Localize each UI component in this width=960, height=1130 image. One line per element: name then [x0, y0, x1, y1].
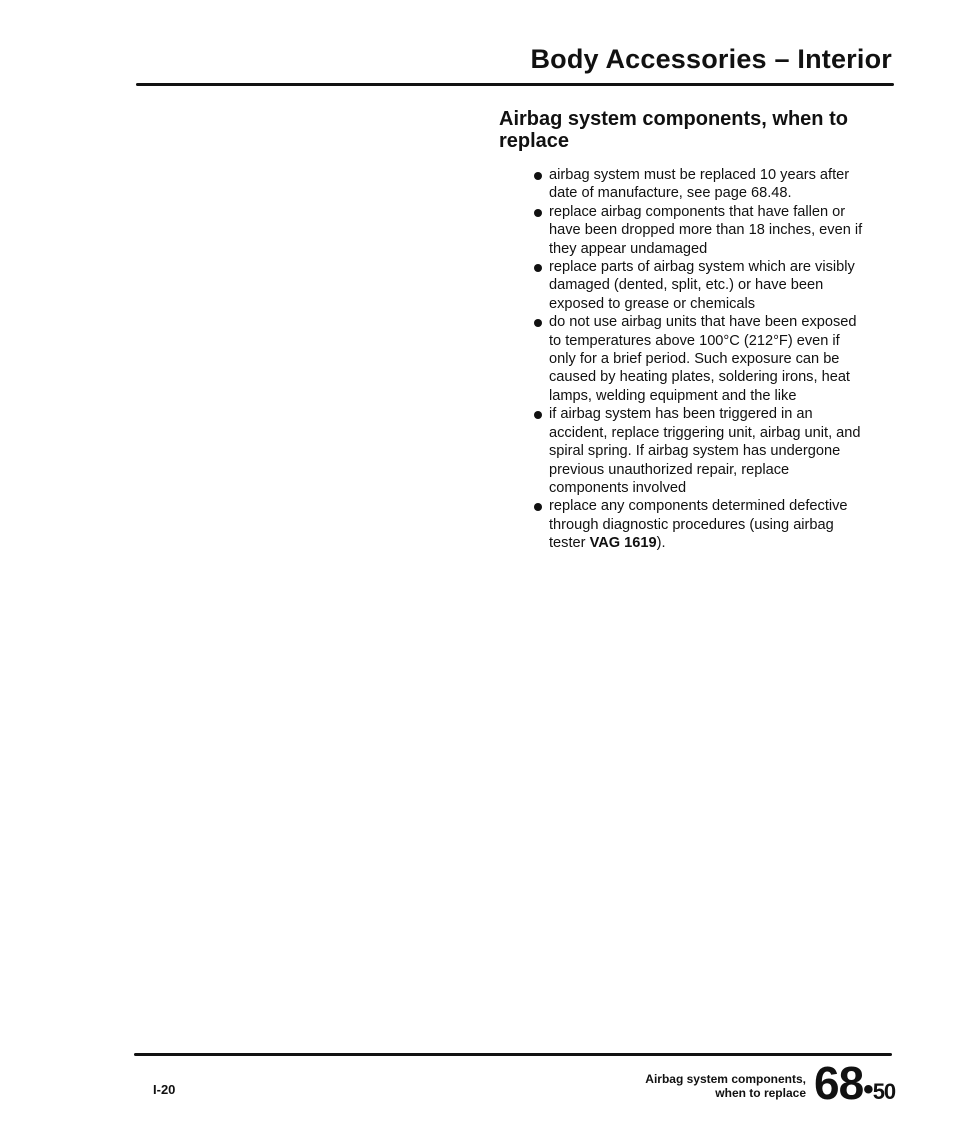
bullet-list — [549, 166, 869, 553]
bullet-text: replace any components determined defective through diagnostic procedures (using airbag tester — [549, 498, 848, 552]
tool-name: VAG 1619 — [589, 535, 657, 552]
bullet-item — [549, 313, 869, 405]
bullet-item — [549, 203, 869, 258]
section-code-major: 68 — [814, 1057, 864, 1109]
bullet-text: replace airbag components that have fallen or have been dropped more than 18 inches, even if they appear undamaged — [549, 203, 863, 257]
page-number-left: I-20 — [153, 1082, 176, 1097]
footer-caption-line1: Airbag system components, — [645, 1072, 806, 1086]
section-code-separator: • — [863, 1073, 873, 1106]
footer-rule — [134, 1053, 892, 1056]
bullet-text: replace parts of airbag system which are visibly damaged (dented, split, etc.) or have been exposed to grease or chemicals — [549, 259, 855, 312]
bullet-text-end: ). — [656, 535, 666, 552]
bullet-item — [549, 166, 869, 203]
header-rule — [136, 83, 894, 86]
bullet-text: if airbag system has been triggered in an accident, replace triggering unit, airbag unit, and spiral spring. If airbag system has undergone previous unauthorized repair, replace components involved — [549, 406, 861, 496]
bullet-item — [549, 497, 869, 552]
footer-caption-line2: when to replace — [715, 1086, 806, 1100]
bullet-item — [549, 258, 869, 313]
section-title: Airbag system components, when to replace — [499, 108, 848, 152]
section-code — [814, 1056, 895, 1110]
bullet-text: airbag system must be replaced 10 years after date of manufacture, see page 68.48. — [549, 167, 850, 202]
section-code-minor: 50 — [872, 1079, 896, 1104]
bullet-item — [549, 405, 869, 497]
bullet-text: do not use airbag units that have been exposed to temperatures above 100°C (212°F) even if only for a brief period. Such exposure can be caused by heating plates, soldering irons, heat lamps, welding equipment and the like — [549, 314, 857, 404]
page-header-title: Body Accessories – Interior — [530, 44, 892, 74]
footer-caption — [645, 1072, 806, 1100]
